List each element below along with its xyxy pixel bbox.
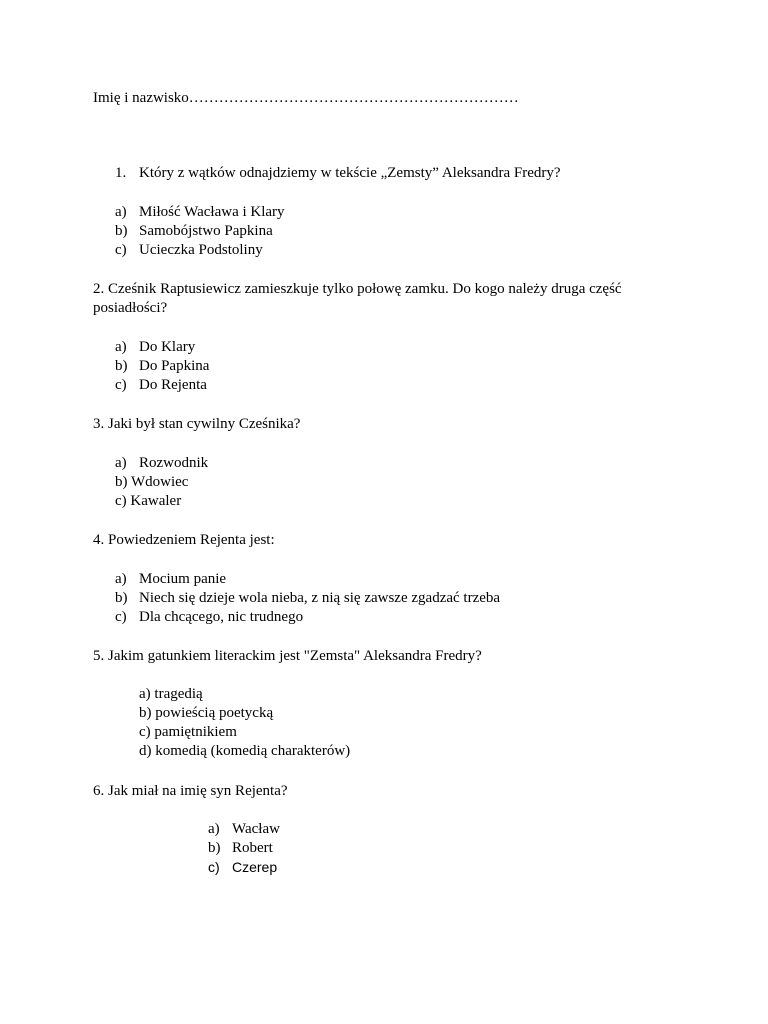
q6-option-b: Robert	[232, 840, 273, 856]
q4-option-c: Dla chcącego, nic trudnego	[139, 609, 304, 625]
q1-number: 1.	[115, 165, 127, 181]
q2-text-line1: 2. Cześnik Raptusiewicz zamieszkuje tylko połowę zamku. Do kogo należy druga część	[93, 281, 622, 297]
q6-option-c-marker: c)	[208, 859, 220, 875]
q6-text: 6. Jak miał na imię syn Rejenta?	[93, 783, 288, 799]
q6-option-b-marker: b)	[208, 840, 221, 856]
q2-option-c: Do Rejenta	[139, 377, 207, 393]
q2-option-a-marker: a)	[115, 339, 127, 355]
q2-text-line2: posiadłości?	[93, 300, 168, 316]
q4-text: 4. Powiedzeniem Rejenta jest:	[93, 532, 275, 548]
q6-option-c: Czerep	[232, 859, 278, 875]
q1-text: Który z wątków odnajdziemy w tekście „Zemsty” Aleksandra Fredry?	[139, 165, 561, 181]
q6-option-a-marker: a)	[208, 821, 220, 837]
q5-option-b: b) powieścią poetycką	[139, 705, 274, 721]
q5-option-c: c) pamiętnikiem	[139, 724, 237, 740]
q1-option-a-marker: a)	[115, 204, 127, 220]
q5-text: 5. Jakim gatunkiem literackim jest "Zemsta" Aleksandra Fredry?	[93, 648, 482, 664]
q1-option-b: Samobójstwo Papkina	[139, 223, 273, 239]
q5-option-a: a) tragedią	[139, 686, 203, 702]
q2-option-a: Do Klary	[139, 339, 196, 355]
q4-option-b-marker: b)	[115, 590, 128, 606]
q2-option-b: Do Papkina	[139, 358, 210, 374]
q1-option-b-marker: b)	[115, 223, 128, 239]
q1-option-a: Miłość Wacława i Klary	[139, 204, 285, 220]
q3-option-a: Rozwodnik	[139, 455, 209, 471]
q2-option-b-marker: b)	[115, 358, 128, 374]
q6-option-a: Wacław	[232, 821, 280, 837]
q4-option-a-marker: a)	[115, 571, 127, 587]
q5-option-d: d) komedią (komedią charakterów)	[139, 743, 351, 759]
q4-option-a: Mocium panie	[139, 571, 227, 587]
name-line: Imię i nazwisko…………………………………………………………	[93, 90, 519, 106]
q4-option-c-marker: c)	[115, 609, 127, 625]
q1-option-c: Ucieczka Podstoliny	[139, 242, 263, 258]
q3-option-a-marker: a)	[115, 455, 127, 471]
q3-text: 3. Jaki był stan cywilny Cześnika?	[93, 416, 301, 432]
q2-option-c-marker: c)	[115, 377, 127, 393]
q3-option-c: c) Kawaler	[115, 493, 182, 509]
q3-option-b: b) Wdowiec	[115, 474, 189, 490]
q4-option-b: Niech się dzieje wola nieba, z nią się zawsze zgadzać trzeba	[139, 590, 501, 606]
q1-option-c-marker: c)	[115, 242, 127, 258]
